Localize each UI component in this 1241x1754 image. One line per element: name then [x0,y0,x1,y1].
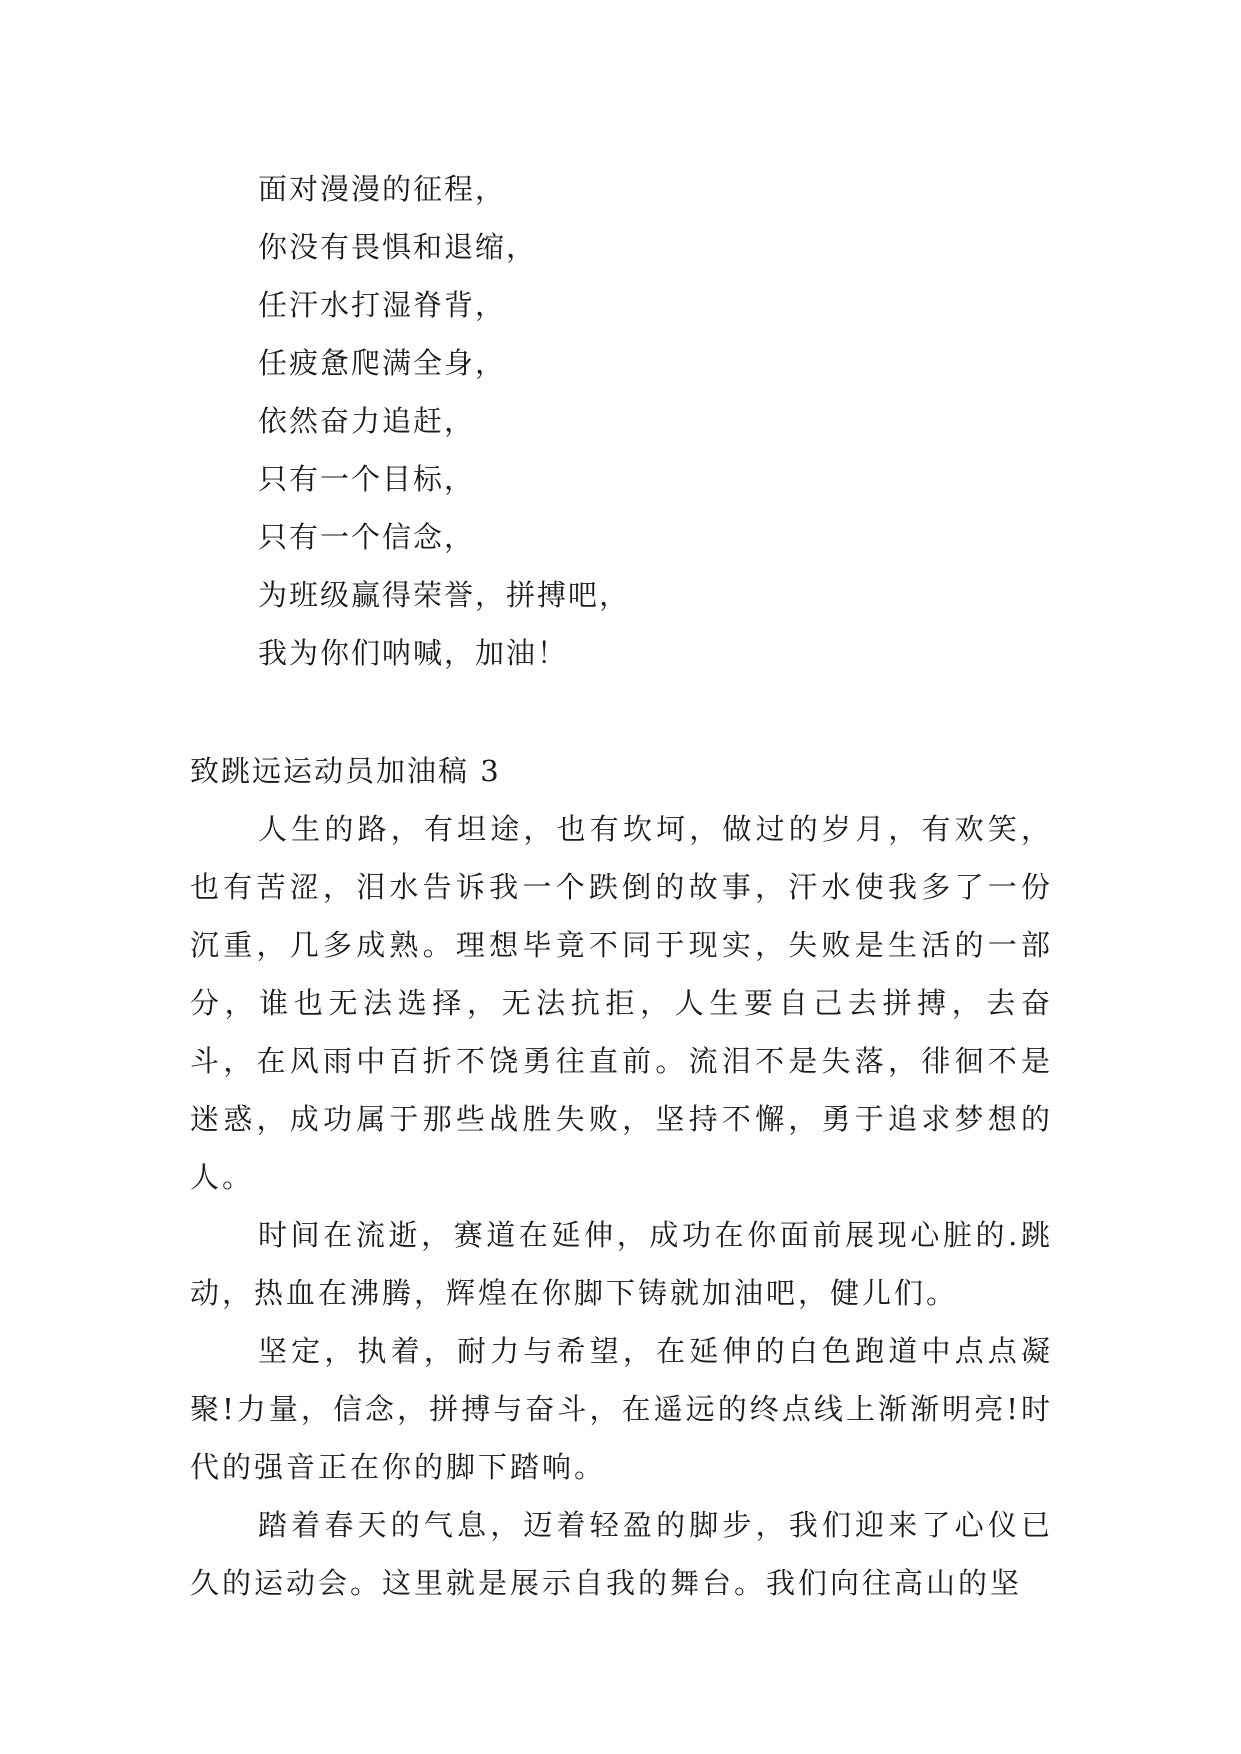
poem-line: 只有一个信念， [258,520,476,554]
poem-line: 我为你们呐喊，加油！ [258,636,569,670]
poem-line: 你没有畏惧和退缩， [258,230,538,264]
paragraph: 人生的路，有坦途，也有坎坷，做过的岁月，有欢笑，也有苦涩，泪水告诉我一个跌倒的故事，汗水使我多了一份沉重，几多成熟。理想毕竟不同于现实，失败是生活的一部分，谁也无法选择，无法抗拒，人生要自己去拼搏，去奋斗，在风雨中百折不饶勇往直前。流泪不是失落，徘徊不是迷惑，成功属于那些战胜失败，坚持不懈，勇于追求梦想的人。 [190,812,1053,1194]
poem-line: 依然奋力追赶， [258,404,476,438]
paragraph: 坚定，执着，耐力与希望，在延伸的白色跑道中点点凝聚!力量，信念，拼搏与奋斗，在遥远的终点线上渐渐明亮!时代的强音正在你的脚下踏响。 [190,1334,1053,1484]
poem-line: 只有一个目标， [258,462,476,496]
body-text [190,800,1053,1612]
poem-line: 面对漫漫的征程， [258,172,507,206]
paragraph: 时间在流逝，赛道在延伸，成功在你面前展现心脏的.跳动，热血在沸腾，辉煌在你脚下铸就加油吧，健儿们。 [190,1218,1053,1310]
poem-line: 任疲惫爬满全身， [258,346,507,380]
poem-line: 为班级赢得荣誉，拼搏吧， [258,578,631,612]
section-title: 致跳远运动员加油稿 3 [190,754,501,788]
paragraph: 踏着春天的气息，迈着轻盈的脚步，我们迎来了心仪已久的运动会。这里就是展示自我的舞台。我们向往高山的坚 [190,1508,1053,1600]
poem-line: 任汗水打湿脊背， [258,288,507,322]
poem-block [258,160,630,682]
